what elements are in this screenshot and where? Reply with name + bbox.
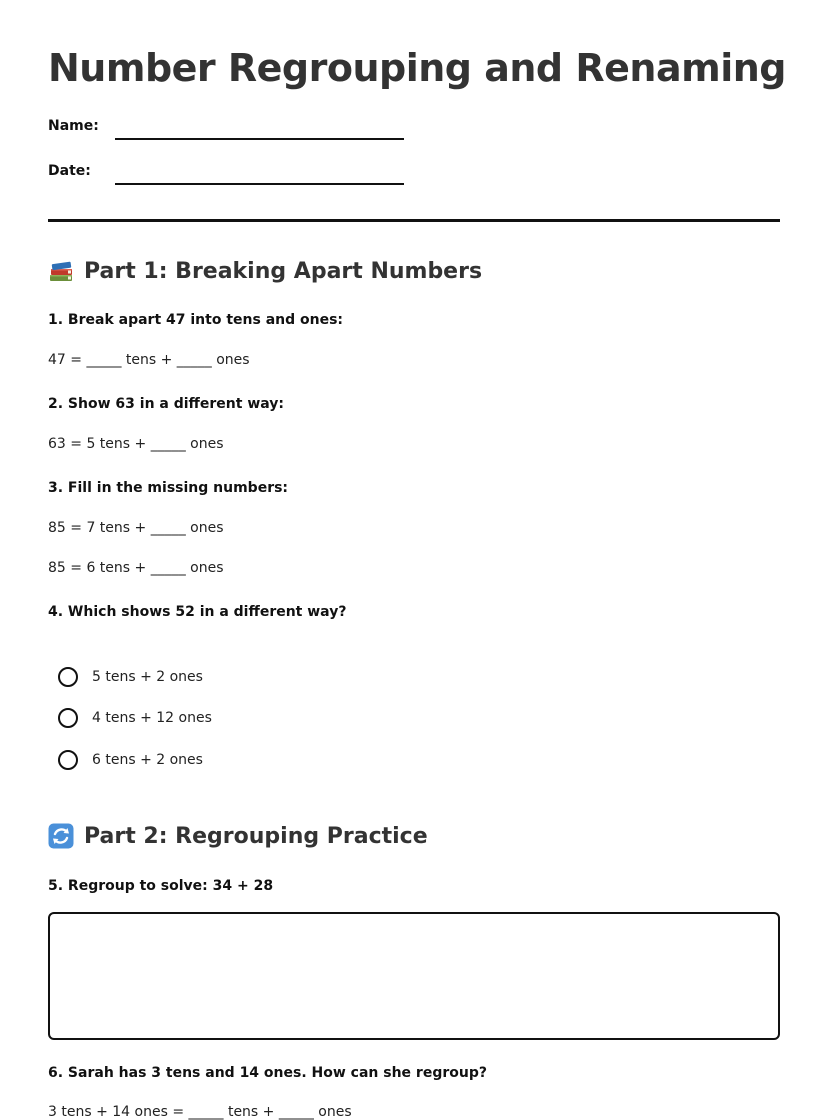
name-field[interactable] xyxy=(48,118,408,142)
option-label: 5 tens + 2 ones xyxy=(92,669,203,685)
q4-option-1[interactable] xyxy=(58,665,203,689)
header-divider xyxy=(48,219,780,222)
q5-answer-box[interactable] xyxy=(48,912,780,1040)
arrows-cycle-icon xyxy=(48,823,74,849)
q3-answer-line-2[interactable]: 85 = 6 tens + _____ ones xyxy=(48,560,224,576)
q6-prompt: 6. Sarah has 3 tens and 14 ones. How can she regroup? xyxy=(48,1065,487,1081)
q4-option-2[interactable] xyxy=(58,706,212,730)
q2-answer-line[interactable]: 63 = 5 tens + _____ ones xyxy=(48,436,224,452)
part2-title: Part 2: Regrouping Practice xyxy=(84,823,428,849)
q6-answer-line[interactable]: 3 tens + 14 ones = _____ tens + _____ ones xyxy=(48,1104,352,1120)
option-label: 6 tens + 2 ones xyxy=(92,752,203,768)
name-label: Name: xyxy=(48,118,99,134)
q2-prompt: 2. Show 63 in a different way: xyxy=(48,396,284,412)
date-input-line[interactable] xyxy=(115,183,404,185)
q3-prompt: 3. Fill in the missing numbers: xyxy=(48,480,289,496)
option-label: 4 tens + 12 ones xyxy=(92,710,212,726)
q4-option-3[interactable] xyxy=(58,748,203,772)
q4-prompt: 4. Which shows 52 in a different way? xyxy=(48,604,347,620)
radio-button[interactable] xyxy=(58,667,78,687)
date-field[interactable] xyxy=(48,163,408,187)
page-title: Number Regrouping and Renaming xyxy=(48,46,786,90)
radio-button[interactable] xyxy=(58,708,78,728)
radio-button[interactable] xyxy=(58,750,78,770)
q1-prompt: 1. Break apart 47 into tens and ones: xyxy=(48,312,344,328)
q5-prompt: 5. Regroup to solve: 34 + 28 xyxy=(48,878,274,894)
part1-title: Part 1: Breaking Apart Numbers xyxy=(84,258,483,284)
q3-answer-line-1[interactable]: 85 = 7 tens + _____ ones xyxy=(48,520,224,536)
name-input-line[interactable] xyxy=(115,138,404,140)
q1-answer-line[interactable]: 47 = _____ tens + _____ ones xyxy=(48,352,250,368)
part1-heading xyxy=(48,258,482,284)
part2-heading xyxy=(48,823,428,849)
date-label: Date: xyxy=(48,163,91,179)
books-icon xyxy=(48,258,74,284)
